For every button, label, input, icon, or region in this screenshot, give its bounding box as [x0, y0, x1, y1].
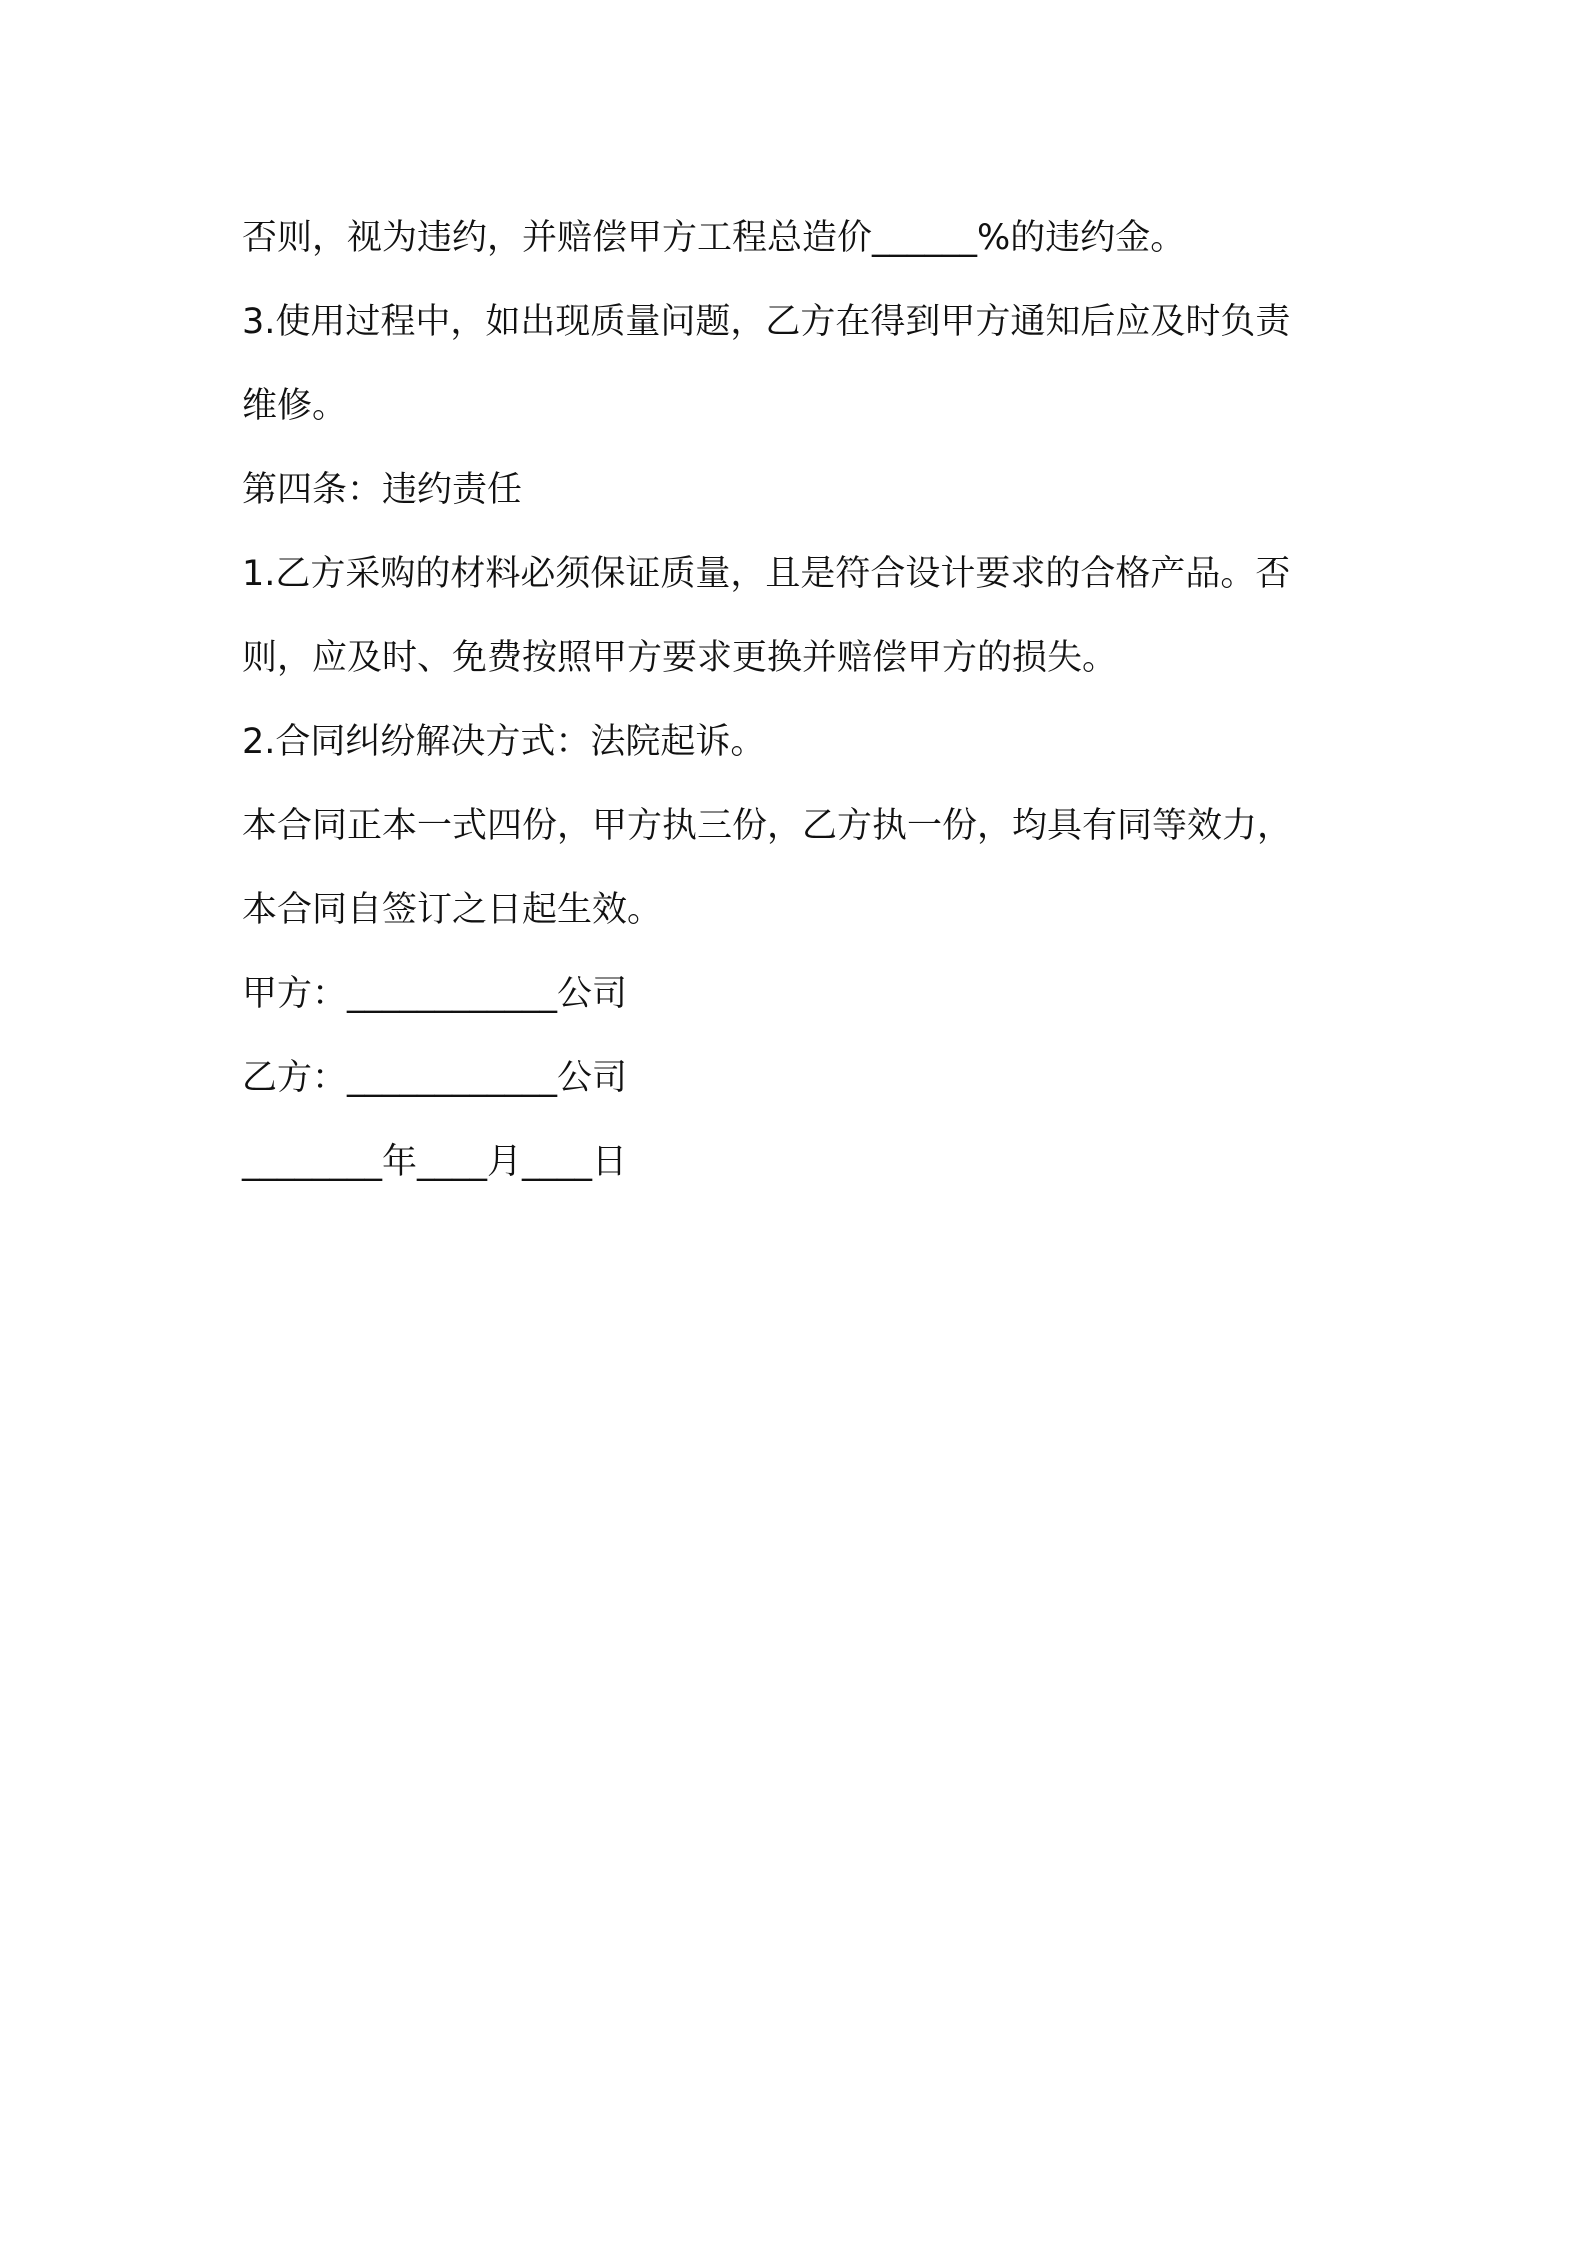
effective-statement: 本合同自签订之日起生效。 — [242, 890, 663, 930]
clause-1-materials-cont: 则，应及时、免费按照甲方要求更换并赔偿甲方的损失。 — [242, 638, 1118, 678]
breach-penalty-text: 否则，视为违约，并赔偿甲方工程总造价______%的违约金。 — [242, 218, 1186, 258]
clause-2-dispute: 2.合同纠纷解决方式：法院起诉。 — [242, 722, 766, 762]
copies-statement: 本合同正本一式四份，甲方执三份，乙方执一份，均具有同等效力， — [242, 806, 1293, 846]
party-a-signature: 甲方：____________公司 — [242, 974, 628, 1014]
clause-3-quality-repair: 3.使用过程中，如出现质量问题，乙方在得到甲方通知后应及时负责 — [242, 302, 1291, 342]
date-line: ________年____月____日 — [242, 1142, 628, 1182]
article-4-heading: 第四条：违约责任 — [242, 470, 523, 510]
document-body — [242, 196, 1362, 1204]
clause-3-quality-repair-cont: 维修。 — [242, 386, 348, 426]
clause-1-materials: 1.乙方采购的材料必须保证质量，且是符合设计要求的合格产品。否 — [242, 554, 1291, 594]
party-b-signature: 乙方：____________公司 — [242, 1058, 628, 1098]
